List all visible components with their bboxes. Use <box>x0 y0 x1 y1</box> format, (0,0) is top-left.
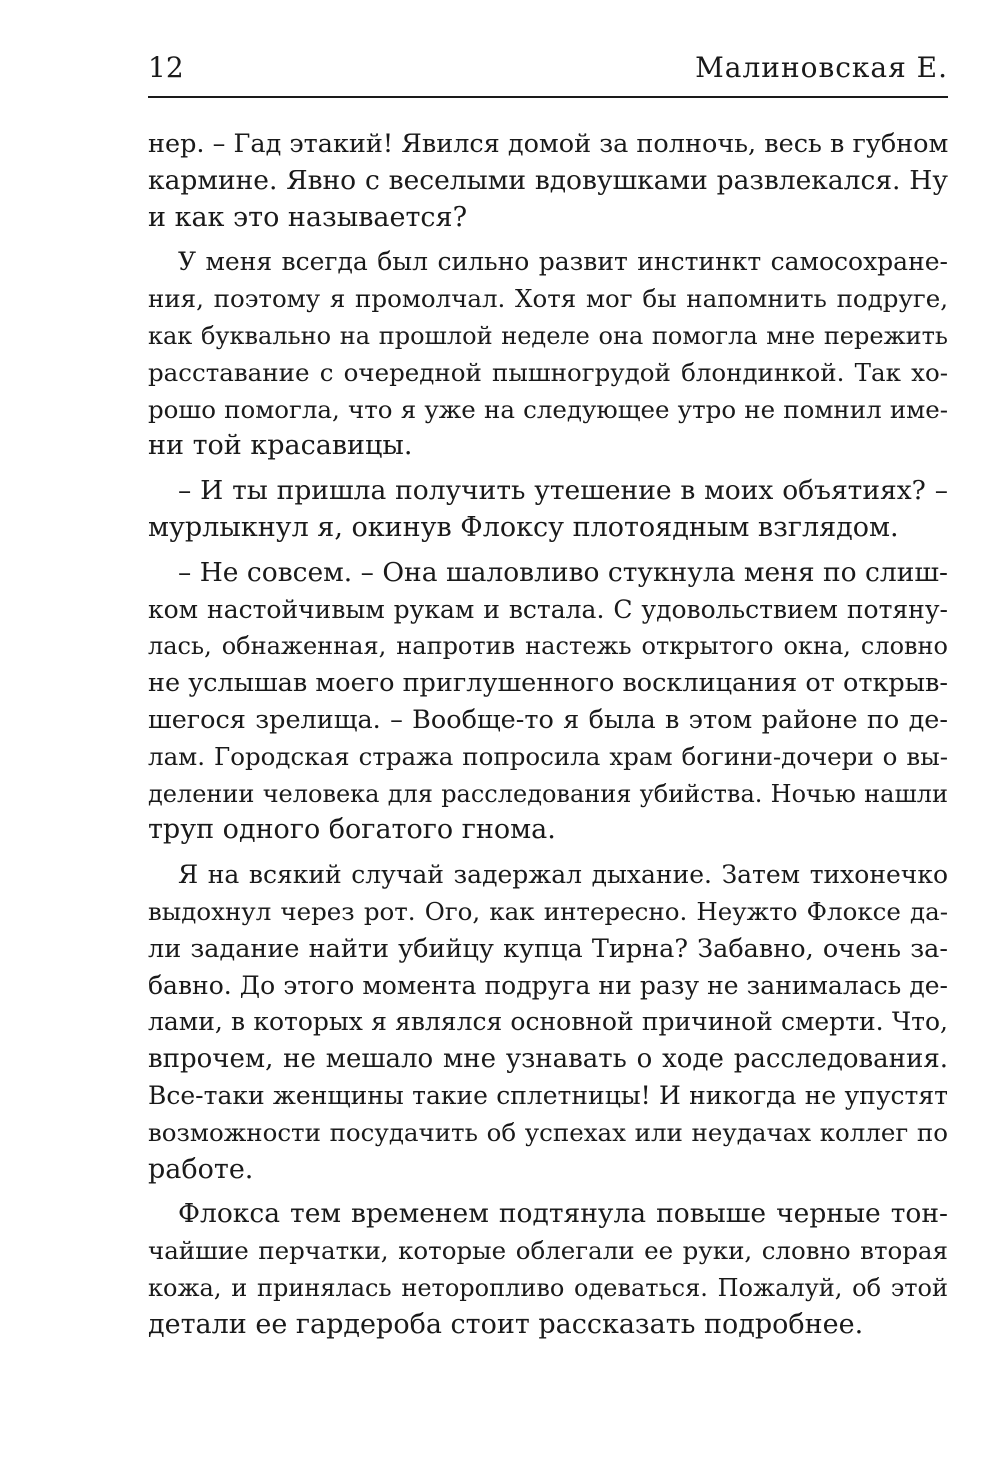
body-text <box>148 126 948 1344</box>
text-line: и как это называется? <box>148 201 468 233</box>
page-number: 12 <box>148 51 184 84</box>
paragraph <box>148 857 948 1188</box>
paragraph-gap <box>148 236 948 244</box>
text-line: выдохнул через рот. Ого, как интересно. Неужто Флоксе да- <box>148 896 948 926</box>
text-line: У меня всегда был сильно развит инстинкт самосохране- <box>178 247 948 277</box>
text-line: не услышав моего приглушенного восклицания от открыв- <box>148 668 948 699</box>
page-header <box>148 48 948 92</box>
text-line: Я на всякий случай задержал дыхание. Затем тихонечко <box>178 860 948 890</box>
text-line: ли задание найти убийцу купца Тирна? Забавно, очень за- <box>148 933 948 964</box>
text-line: Все-таки женщины такие сплетницы! И никогда не упустят <box>148 1080 948 1110</box>
text-line: – Не совсем. – Она шаловливо стукнула меня по слиш- <box>178 556 948 588</box>
paragraph <box>148 126 948 236</box>
text-line: труп одного богатого гнома. <box>148 814 556 846</box>
text-line: лами, в которых я являлся основной причиной смерти. Что, <box>148 1007 948 1037</box>
paragraph <box>148 244 948 465</box>
paragraph-gap <box>148 465 948 473</box>
text-line: ни той красавицы. <box>148 430 413 462</box>
paragraph-gap <box>148 547 948 555</box>
text-line: шегося зрелища. – Вообще-то я была в этом районе по де- <box>148 704 948 735</box>
text-line: как буквально на прошлой неделе она помогла мне пережить <box>148 321 948 350</box>
paragraph <box>148 1196 948 1343</box>
paragraph-gap <box>148 1188 948 1196</box>
text-line: делении человека для расследования убийства. Ночью нашли <box>148 779 948 808</box>
text-line: ком настойчивым рукам и встала. С удовольствием потяну- <box>148 594 948 624</box>
text-line: возможности посудачить об успехах или неудачах коллег по <box>148 1117 948 1147</box>
text-line: кожа, и принялась неторопливо одеваться. Пожалуй, об этой <box>148 1273 948 1302</box>
text-line: лась, обнаженная, напротив настежь открытого окна, словно <box>148 632 948 661</box>
text-line: расставание с очередной пышногрудой блондинкой. Так хо- <box>148 357 948 387</box>
text-line: кармине. Явно с веселыми вдовушками развлекался. Ну <box>148 164 948 196</box>
paragraph <box>148 555 948 849</box>
text-line: лам. Городская стража попросила храм богини-дочери о вы- <box>148 741 948 771</box>
text-line: бавно. До этого момента подруга ни разу не занималась де- <box>148 970 948 1000</box>
text-line: рошо помогла, что я уже на следующее утро не помнил име- <box>148 394 948 424</box>
paragraph-gap <box>148 849 948 857</box>
paragraph <box>148 473 948 547</box>
text-line: детали ее гардероба стоит рассказать подробнее. <box>148 1308 864 1340</box>
text-line: нер. – Гад этакий! Явился домой за полночь, весь в губном <box>148 129 949 159</box>
text-line: мурлыкнул я, окинув Флоксу плотоядным взглядом. <box>148 511 899 543</box>
running-head-author: Малиновская Е. <box>695 51 948 84</box>
text-line: чайшие перчатки, которые облегали ее руки, словно вторая <box>148 1236 948 1266</box>
text-line: ния, поэтому я промолчал. Хотя мог бы напомнить подруге, <box>148 284 948 314</box>
header-rule <box>148 96 948 98</box>
text-line: Флокса тем временем подтянула повыше черные тон- <box>178 1198 948 1230</box>
text-line: работе. <box>148 1153 254 1185</box>
text-line: – И ты пришла получить утешение в моих объятиях? – <box>178 475 948 507</box>
text-line: впрочем, не мешало мне узнавать о ходе расследования. <box>148 1044 948 1075</box>
